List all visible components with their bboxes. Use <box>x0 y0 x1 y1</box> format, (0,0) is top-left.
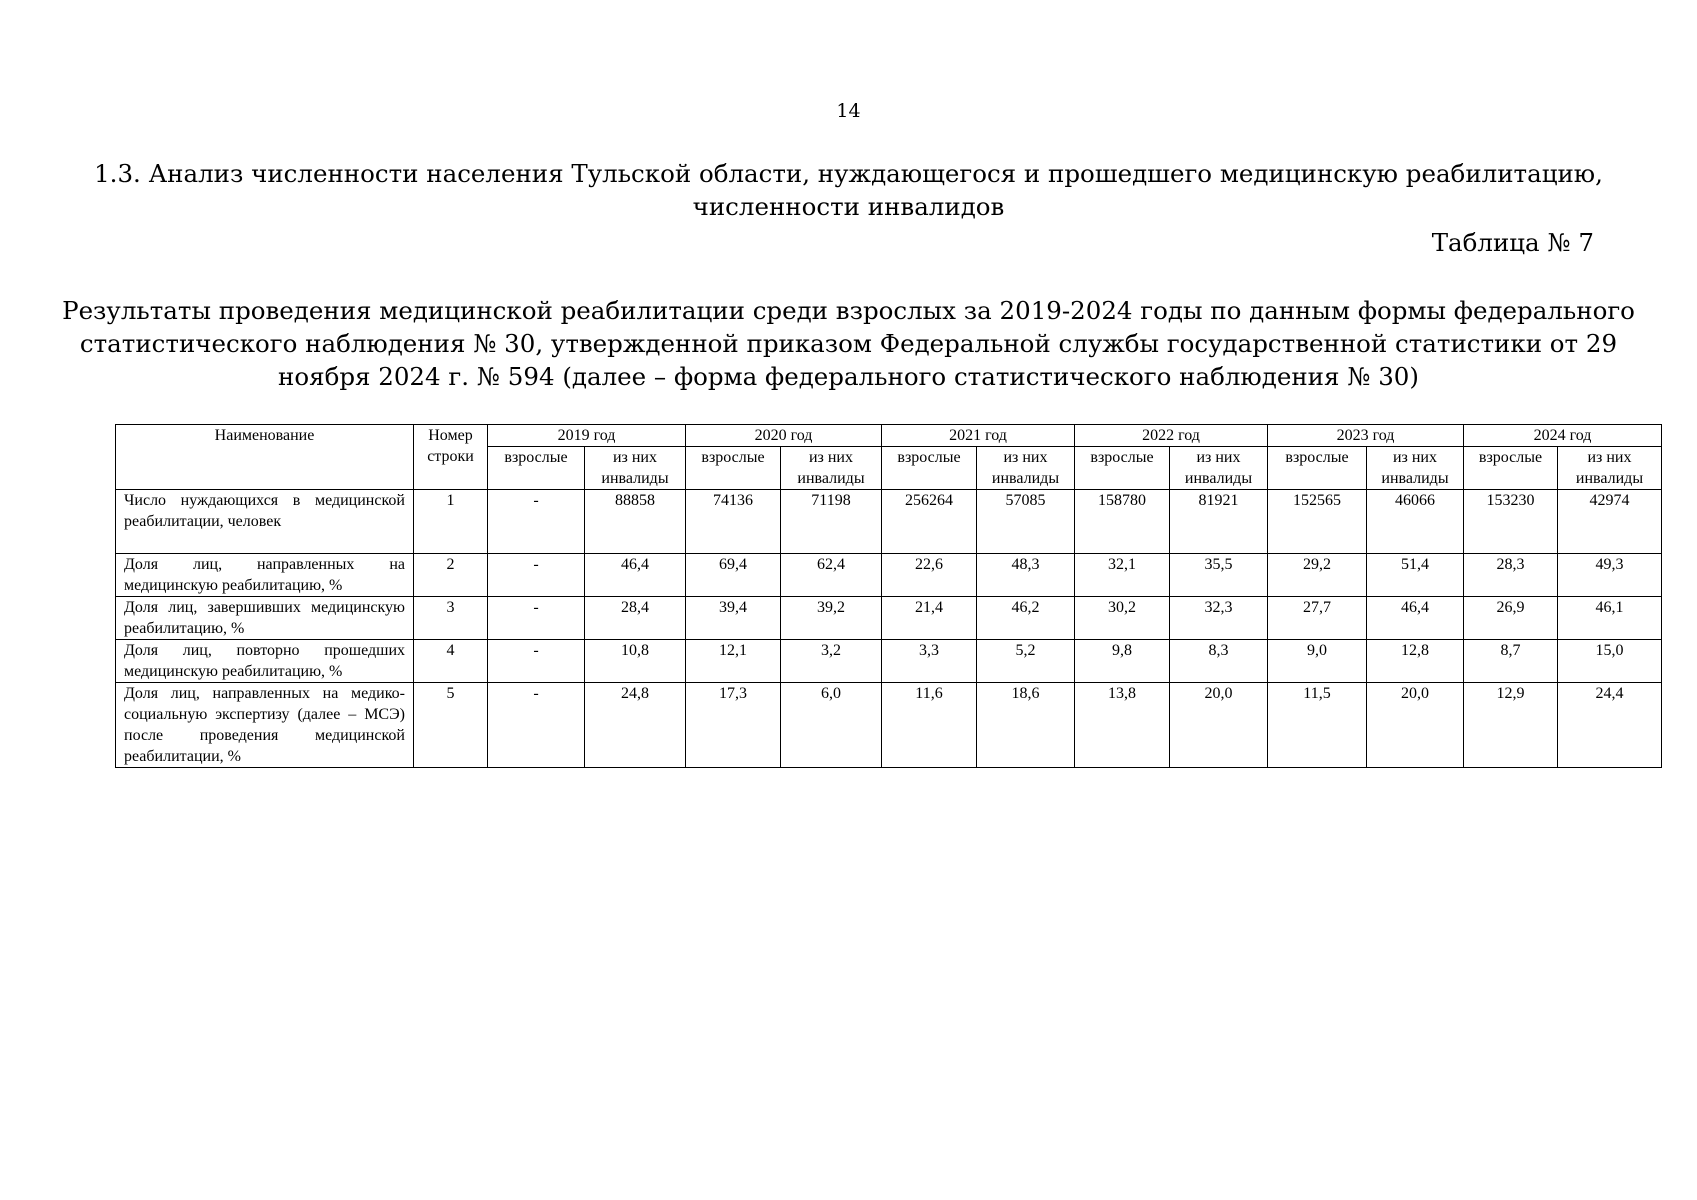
cell-value: 12,9 <box>1464 683 1558 768</box>
header-adults: взрослые <box>686 447 781 490</box>
table-row <box>116 490 1662 554</box>
row-number: 5 <box>414 683 488 768</box>
cell-value: 32,3 <box>1170 597 1268 640</box>
cell-value: 24,4 <box>1558 683 1662 768</box>
cell-value: 5,2 <box>977 640 1075 683</box>
cell-value: 29,2 <box>1268 554 1367 597</box>
header-adults: взрослые <box>1075 447 1170 490</box>
row-name: Доля лиц, повторно прошедших медицинскую реабилитацию, % <box>116 640 414 683</box>
cell-value: 8,3 <box>1170 640 1268 683</box>
header-year: 2021 год <box>882 425 1075 447</box>
cell-value: 27,7 <box>1268 597 1367 640</box>
header-disabled: из них инвалиды <box>781 447 882 490</box>
header-adults: взрослые <box>488 447 585 490</box>
cell-value: 28,3 <box>1464 554 1558 597</box>
cell-value: 24,8 <box>585 683 686 768</box>
cell-value: 26,9 <box>1464 597 1558 640</box>
cell-value: 21,4 <box>882 597 977 640</box>
cell-value: 49,3 <box>1558 554 1662 597</box>
cell-value: 18,6 <box>977 683 1075 768</box>
cell-value: 20,0 <box>1170 683 1268 768</box>
header-disabled: из них инвалиды <box>1170 447 1268 490</box>
cell-value: 3,3 <box>882 640 977 683</box>
table-row <box>116 597 1662 640</box>
cell-value: 39,4 <box>686 597 781 640</box>
cell-value: 13,8 <box>1075 683 1170 768</box>
cell-value: 46,1 <box>1558 597 1662 640</box>
cell-value: 46,2 <box>977 597 1075 640</box>
cell-value: 46066 <box>1367 490 1464 554</box>
cell-value: 42974 <box>1558 490 1662 554</box>
header-disabled: из них инвалиды <box>977 447 1075 490</box>
header-adults: взрослые <box>882 447 977 490</box>
table-row <box>116 640 1662 683</box>
table-caption: Результаты проведения медицинской реабилитации среди взрослых за 2019-2024 годы по данным формы федерального статистического наблюдения № 30, утвержденной приказом Федеральной службы государственной статистики от 29 ноября 2024 г. № 594 (далее – форма федерального статистического наблюдения № 30) <box>62 296 1635 391</box>
cell-value: 9,0 <box>1268 640 1367 683</box>
cell-value: - <box>488 554 585 597</box>
header-year: 2024 год <box>1464 425 1662 447</box>
row-name: Число нуждающихся в медицинской реабилитации, человек <box>116 490 414 554</box>
cell-value: 51,4 <box>1367 554 1464 597</box>
cell-value: 69,4 <box>686 554 781 597</box>
cell-value: 30,2 <box>1075 597 1170 640</box>
cell-value: 256264 <box>882 490 977 554</box>
cell-value: 57085 <box>977 490 1075 554</box>
cell-value: 39,2 <box>781 597 882 640</box>
cell-value: 88858 <box>585 490 686 554</box>
header-year: 2019 год <box>488 425 686 447</box>
header-year: 2022 год <box>1075 425 1268 447</box>
row-name: Доля лиц, направленных на медико-социальную экспертизу (далее – МСЭ) после проведения медицинской реабилитации, % <box>116 683 414 768</box>
cell-value: 17,3 <box>686 683 781 768</box>
row-number: 4 <box>414 640 488 683</box>
cell-value: 71198 <box>781 490 882 554</box>
cell-value: 11,5 <box>1268 683 1367 768</box>
row-number: 2 <box>414 554 488 597</box>
cell-value: 158780 <box>1075 490 1170 554</box>
row-name: Доля лиц, завершивших медицинскую реабилитацию, % <box>116 597 414 640</box>
cell-value: - <box>488 640 585 683</box>
cell-value: 81921 <box>1170 490 1268 554</box>
cell-value: 153230 <box>1464 490 1558 554</box>
cell-value: 32,1 <box>1075 554 1170 597</box>
table-row <box>116 554 1662 597</box>
header-disabled: из них инвалиды <box>585 447 686 490</box>
header-row-years <box>116 425 1662 447</box>
header-adults: взрослые <box>1268 447 1367 490</box>
cell-value: 48,3 <box>977 554 1075 597</box>
cell-value: - <box>488 597 585 640</box>
cell-value: 3,2 <box>781 640 882 683</box>
cell-value: 22,6 <box>882 554 977 597</box>
cell-value: 74136 <box>686 490 781 554</box>
cell-value: 15,0 <box>1558 640 1662 683</box>
rehabilitation-results-table <box>115 424 1662 768</box>
cell-value: - <box>488 490 585 554</box>
cell-value: 12,1 <box>686 640 781 683</box>
cell-value: 11,6 <box>882 683 977 768</box>
header-row-number: Номер строки <box>414 425 488 490</box>
cell-value: 152565 <box>1268 490 1367 554</box>
cell-value: 46,4 <box>585 554 686 597</box>
cell-value: 28,4 <box>585 597 686 640</box>
cell-value: 35,5 <box>1170 554 1268 597</box>
row-name: Доля лиц, направленных на медицинскую реабилитацию, % <box>116 554 414 597</box>
header-name: Наименование <box>116 425 414 490</box>
table-row <box>116 683 1662 768</box>
cell-value: 46,4 <box>1367 597 1464 640</box>
header-year: 2020 год <box>686 425 882 447</box>
header-disabled: из них инвалиды <box>1558 447 1662 490</box>
row-number: 1 <box>414 490 488 554</box>
cell-value: 20,0 <box>1367 683 1464 768</box>
header-adults: взрослые <box>1464 447 1558 490</box>
header-year: 2023 год <box>1268 425 1464 447</box>
table-number: Таблица № 7 <box>1431 228 1594 257</box>
cell-value: 10,8 <box>585 640 686 683</box>
cell-value: 8,7 <box>1464 640 1558 683</box>
page-number: 14 <box>836 100 861 122</box>
cell-value: 6,0 <box>781 683 882 768</box>
cell-value: 12,8 <box>1367 640 1464 683</box>
cell-value: 9,8 <box>1075 640 1170 683</box>
header-disabled: из них инвалиды <box>1367 447 1464 490</box>
row-number: 3 <box>414 597 488 640</box>
cell-value: 62,4 <box>781 554 882 597</box>
section-title: 1.3. Анализ численности населения Тульской области, нуждающегося и прошедшего медицинскую реабилитацию, численности инвалидов <box>94 159 1603 221</box>
cell-value: - <box>488 683 585 768</box>
